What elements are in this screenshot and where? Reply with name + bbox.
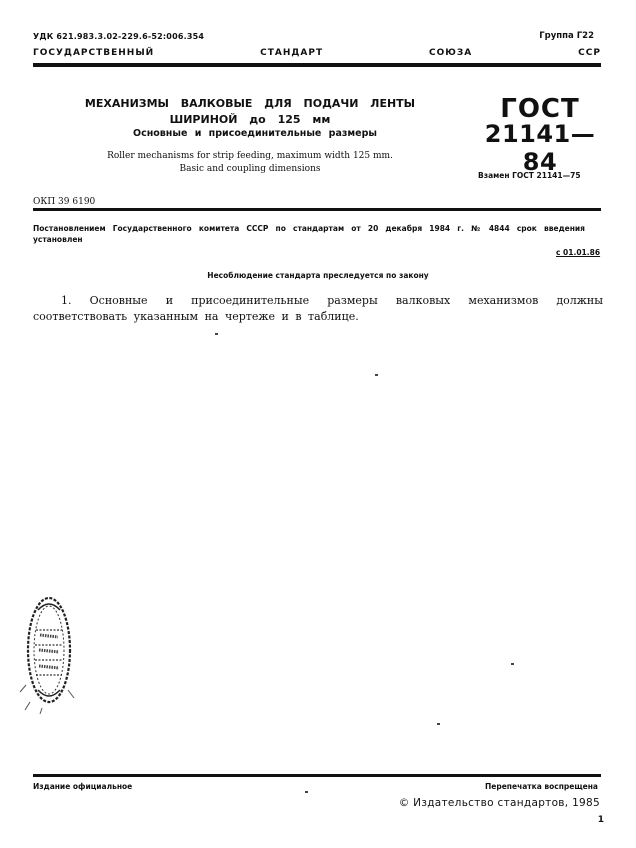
- scan-speck: [437, 723, 440, 725]
- scan-speck: [375, 374, 378, 376]
- body-paragraph: 1. Основные и присоединительные размеры валковых механизмов должны соответствовать указанным на чертеже и в таблице.: [33, 294, 603, 323]
- scan-speck: [305, 791, 308, 793]
- state-standard-word: СТАНДАРТ: [260, 48, 324, 58]
- udk-code: УДК 621.983.3.02-229.6-52:006.354: [33, 32, 205, 41]
- library-stamp: [18, 590, 80, 720]
- state-standard-header: [33, 48, 601, 58]
- english-title: [80, 150, 420, 176]
- document-subtitle: Основные и присоединительные размеры: [133, 128, 377, 139]
- page-number: 1: [597, 815, 604, 825]
- gost-label: ГОСТ: [500, 94, 580, 124]
- effective-date: с 01.01.86: [556, 248, 601, 257]
- copyright-line: © Издательство стандартов, 1985: [398, 797, 600, 809]
- okp-rule: [33, 208, 601, 211]
- scan-speck: [511, 663, 514, 665]
- edition-note: Издание официальное: [33, 782, 133, 791]
- title-line-1: МЕХАНИЗМЫ ВАЛКОВЫЕ ДЛЯ ПОДАЧИ ЛЕНТЫ: [84, 97, 416, 110]
- law-notice: Несоблюдение стандарта преследуется по закону: [207, 271, 429, 280]
- okp-code: ОКП 39 6190: [33, 197, 96, 207]
- english-title-line-2: Basic and coupling dimensions: [179, 164, 321, 174]
- state-standard-word: ССР: [578, 48, 601, 58]
- gost-number: 21141—84: [484, 120, 596, 176]
- reprint-note: Перепечатка воспрещена: [484, 782, 598, 791]
- state-standard-word: ГОСУДАРСТВЕННЫЙ: [33, 48, 155, 58]
- header-rule: [33, 63, 601, 67]
- english-title-line-1: Roller mechanisms for strip feeding, maximum width 125 mm.: [107, 151, 393, 161]
- group-code: Группа Г22: [539, 31, 594, 41]
- decree-line-2: установлен: [33, 235, 83, 244]
- scan-speck: [215, 333, 218, 335]
- title-line-2: ШИРИНОЙ до 125 мм: [169, 113, 331, 126]
- replaces-note: Взамен ГОСТ 21141—75: [478, 171, 581, 180]
- decree-line: Постановлением Государственного комитета СССР по стандартам от 20 декабря 1984 г. № 4844 срок введения: [33, 224, 585, 233]
- footer-rule: [33, 774, 601, 777]
- state-standard-word: СОЮЗА: [429, 48, 473, 58]
- document-title: [80, 96, 420, 128]
